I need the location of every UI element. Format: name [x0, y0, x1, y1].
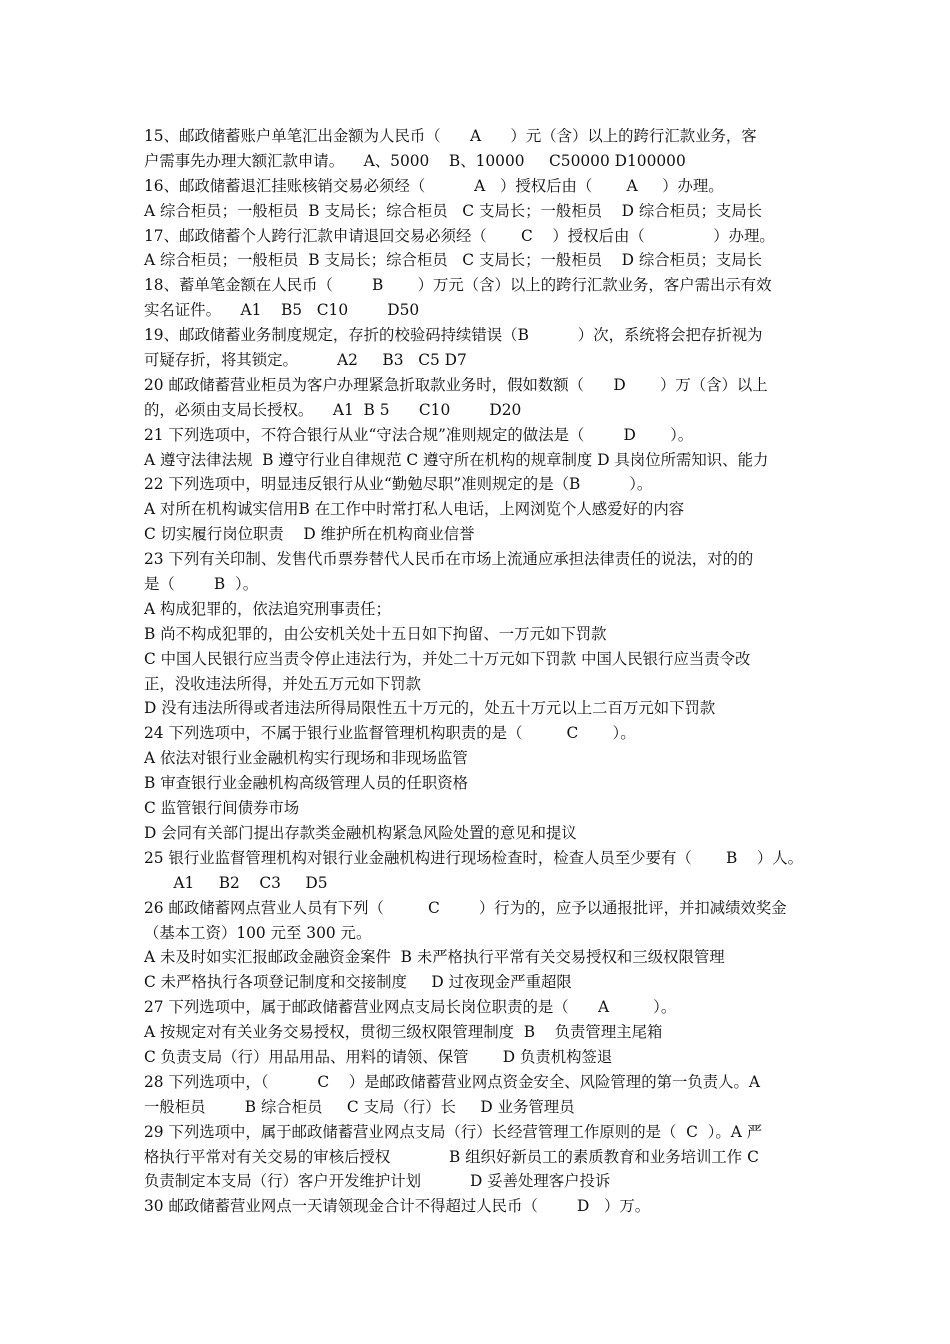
document-page — [144, 124, 824, 1219]
text-line: C 负责支局（行）用品用品、用料的请领、保管 D 负责机构签退 — [144, 1047, 613, 1066]
text-line: 25 银行业监督管理机构对银行业金融机构进行现场检查时，检查人员至少要有（ B ）人。 — [144, 848, 804, 867]
text-line: A 遵守法律法规 B 遵守行业自律规范 C 遵守所在机构的规章制度 D 具岗位所需知识、能力 — [144, 450, 769, 469]
text-line: A 未及时如实汇报邮政金融资金案件 B 未严格执行平常有关交易授权和三级权限管理 — [144, 948, 725, 967]
text-line: A 综合柜员；一般柜员 B 支局长；综合柜员 C 支局长；一般柜员 D 综合柜员；支局长 — [144, 251, 763, 270]
text-line: A 构成犯罪的，依法追究刑事责任； — [144, 599, 391, 618]
text-line: A 对所在机构诚实信用B 在工作中时常打私人电话，上网浏览个人感爱好的内容 — [144, 500, 685, 519]
text-line: A1 B2 C3 D5 — [144, 873, 328, 892]
text-line: B 尚不构成犯罪的，由公安机关处十五日如下拘留、一万元如下罚款 — [144, 624, 607, 643]
text-line: D 没有违法所得或者违法所得局限性五十万元的，处五十万元以上二百万元如下罚款 — [144, 699, 716, 718]
text-line: （基本工资）100 元至 300 元。 — [144, 923, 372, 942]
text-line: C 切实履行岗位职责 D 维护所在机构商业信誉 — [144, 525, 475, 544]
text-line: 一般柜员 B 综合柜员 C 支局（行）长 D 业务管理员 — [144, 1097, 575, 1116]
text-line: 15、邮政储蓄账户单笔汇出金额为人民币（ A ）元（含）以上的跨行汇款业务，客 — [144, 127, 757, 145]
text-line: 17、邮政储蓄个人跨行汇款申请退回交易必须经（ C ）授权后由（ ）办理。 — [144, 226, 775, 245]
text-line: 21 下列选项中，不符合银行从业“守法合规”准则规定的做法是（ D ）。 — [144, 425, 694, 444]
text-line: 23 下列有关印制、发售代币票券替代人民币在市场上流通应承担法律责任的说法，对的的 — [144, 550, 754, 569]
text-line: 19、邮政储蓄业务制度规定，存折的校验码持续错误（B ）次，系统将会把存折视为 — [144, 326, 763, 345]
text-line: 22 下列选项中，明显违反银行从业“勤勉尽职”准则规定的是（B ）。 — [144, 475, 653, 494]
text-line: 29 下列选项中，属于邮政储蓄营业网点支局（行）长经营管理工作原则的是（ C ）。A 严 — [144, 1122, 763, 1141]
text-line: 格执行平常对有关交易的审核后授权 B 组织好新员工的素质教育和业务培训工作 C — [144, 1147, 759, 1166]
text-line: C 未严格执行各项登记制度和交接制度 D 过夜现金严重超限 — [144, 973, 572, 992]
text-line: 是（ B ）。 — [144, 575, 259, 594]
text-line: 的，必须由支局长授权。 A1 B 5 C10 D20 — [144, 400, 522, 419]
text-line: 20 邮政储蓄营业柜员为客户办理紧急折取款业务时，假如数额（ D ）万（含）以上 — [144, 375, 768, 394]
text-line: 30 邮政储蓄营业网点一天请领现金合计不得超过人民币（ D ）万。 — [144, 1197, 651, 1216]
text-line: 26 邮政储蓄网点营业人员有下列（ C ）行为的，应予以通报批评，并扣减绩效奖金 — [144, 898, 787, 917]
text-line: A 依法对银行业金融机构实行现场和非现场监管 — [144, 749, 468, 768]
text-line: 27 下列选项中，属于邮政储蓄营业网点支局长岗位职责的是（ A ）。 — [144, 998, 677, 1017]
text-line: 24 下列选项中，不属于银行业监督管理机构职责的是（ C ）。 — [144, 724, 636, 743]
text-line: 16、邮政储蓄退汇挂账核销交易必须经（ A ）授权后由（ A ）办理。 — [144, 176, 724, 195]
text-line: 户需事先办理大额汇款申请。 A、5000 B、10000 C50000 D100000 — [144, 151, 686, 170]
text-line: 18、蓄单笔金额在人民币（ B ）万元（含）以上的跨行汇款业务，客户需出示有效 — [144, 276, 772, 295]
text-line: D 会同有关部门提出存款类金融机构紧急风险处置的意见和提议 — [144, 823, 577, 842]
text-line: A 综合柜员；一般柜员 B 支局长；综合柜员 C 支局长；一般柜员 D 综合柜员；支局长 — [144, 201, 763, 220]
text-line: A 按规定对有关业务交易授权，贯彻三级权限管理制度 B 负责管理主尾箱 — [144, 1023, 663, 1042]
text-line: B 审查银行业金融机构高级管理人员的任职资格 — [144, 774, 469, 793]
text-line: 实名证件。 A1 B5 C10 D50 — [144, 301, 420, 320]
text-line: C 监管银行间债券市场 — [144, 799, 300, 818]
text-line: 正，没收违法所得，并处五万元如下罚款 — [144, 674, 422, 693]
text-line: C 中国人民银行应当责令停止违法行为，并处二十万元如下罚款 中国人民银行应当责令改 — [144, 649, 751, 668]
text-line: 负责制定本支局（行）客户开发维护计划 D 妥善处理客户投诉 — [144, 1172, 611, 1191]
text-line: 28 下列选项中，（ C ）是邮政储蓄营业网点资金安全、风险管理的第一负责人。A — [144, 1072, 761, 1091]
text-line: 可疑存折，将其锁定。 A2 B3 C5 D7 — [144, 351, 467, 370]
